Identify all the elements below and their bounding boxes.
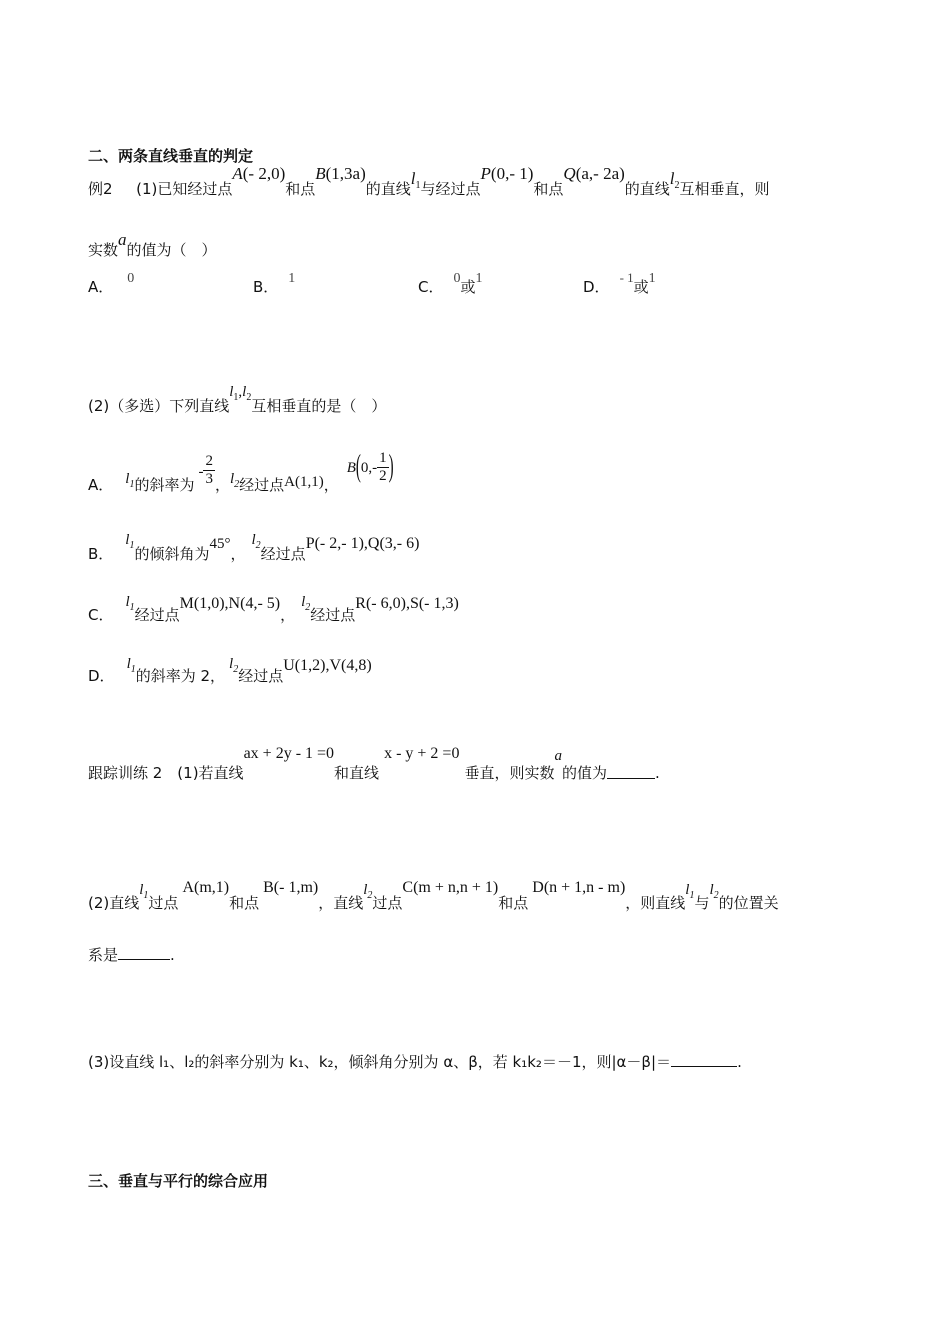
option-c[interactable]: C． 0或1	[418, 271, 483, 296]
lines-l1-l2: $l_1,l_2$	[229, 384, 252, 403]
equation-1: ax + 2y - 1 =0	[243, 745, 335, 762]
text-value-is: 的值为（ ）	[126, 241, 217, 259]
example-2-intro: (1)已知经过点	[136, 180, 233, 198]
var-a: a	[118, 230, 127, 249]
example-2-part-2	[88, 384, 387, 416]
text-with-pass: 与经过点	[420, 180, 481, 198]
part2-option-c[interactable]: C．$l_1$经过点M(1,0),N(4,- 5)，$l_2$经过点R(- 6,0),S(- 1,3)	[88, 594, 459, 624]
fraction-neg-2-3: $\frac{2}{3}$	[205, 453, 213, 487]
part2-tail: 互相垂直的是（ ）	[251, 397, 387, 415]
track-2-part-2: (2)直线$l_1$过点A(m,1)和点B(- 1,m)，直线$l_2$过点C(m + n,n + 1)和点D(n + 1,n - m)，则直线$l_1$与$l_2$的位置关	[88, 879, 779, 912]
point-a: A(- 2,0)	[232, 164, 286, 183]
point-b: B(1,3a)	[315, 164, 366, 183]
example-2-line-2	[88, 230, 217, 260]
part2-intro: (2)（多选）下列直线	[88, 397, 230, 415]
track-2-part-3: (3)设直线 l₁、l₂的斜率分别为 k₁、k₂，倾斜角分别为 α、β，若 k₁k₂＝－1，则|α－β|＝ .	[88, 1053, 742, 1071]
section-heading-3: 三、垂直与平行的综合应用	[88, 1172, 269, 1190]
text-perp-then: 互相垂直，则	[679, 180, 770, 198]
text-real-number: 实数	[88, 241, 119, 259]
line-l1: $l_1$	[410, 169, 421, 191]
track-2-part-2-line-2: 系是 .	[88, 946, 175, 964]
text-and-point-2: 和点	[533, 180, 564, 198]
text-and-point: 和点	[285, 180, 316, 198]
text-line-of-2: 的直线	[624, 180, 670, 198]
part2-option-a[interactable]: A． $l_1$的斜率为- $\frac{2}{3}$ ，$l_2$经过点A(1,1)，B(0,- $\frac{1}{2}$ )	[88, 450, 394, 494]
answer-blank-3[interactable]	[671, 1053, 737, 1067]
example-2-line-1	[88, 164, 770, 199]
option-a[interactable]: A． 0	[88, 271, 135, 296]
example-label: 例2	[88, 180, 113, 198]
option-d[interactable]: D．- 1或1	[583, 270, 656, 296]
point-q: Q(a,- 2a)	[563, 164, 625, 183]
track-2-part-1: 跟踪训练 2 (1)若直线ax + 2y - 1 =0和直线x - y + 2 =0垂直，则实数a的值为 .	[88, 745, 660, 782]
answer-blank-2[interactable]	[118, 946, 170, 960]
point-p: P(0,- 1)	[480, 164, 534, 183]
section-heading-2: 二、两条直线垂直的判定	[88, 147, 254, 165]
answer-blank-1[interactable]	[607, 765, 655, 779]
option-b[interactable]: B． 1	[253, 271, 296, 296]
part2-option-d[interactable]: D．$l_1$的斜率为 2，$l_2$经过点U(1,2),V(4,8)	[88, 656, 372, 685]
part2-option-b[interactable]: B．$l_1$的倾斜角为45°，$l_2$经过点P(- 2,- 1),Q(3,- 6)	[88, 532, 420, 563]
text-line-of: 的直线	[365, 180, 411, 198]
equation-2: x - y + 2 =0	[384, 745, 460, 762]
line-l2: $l_2$	[669, 169, 680, 191]
